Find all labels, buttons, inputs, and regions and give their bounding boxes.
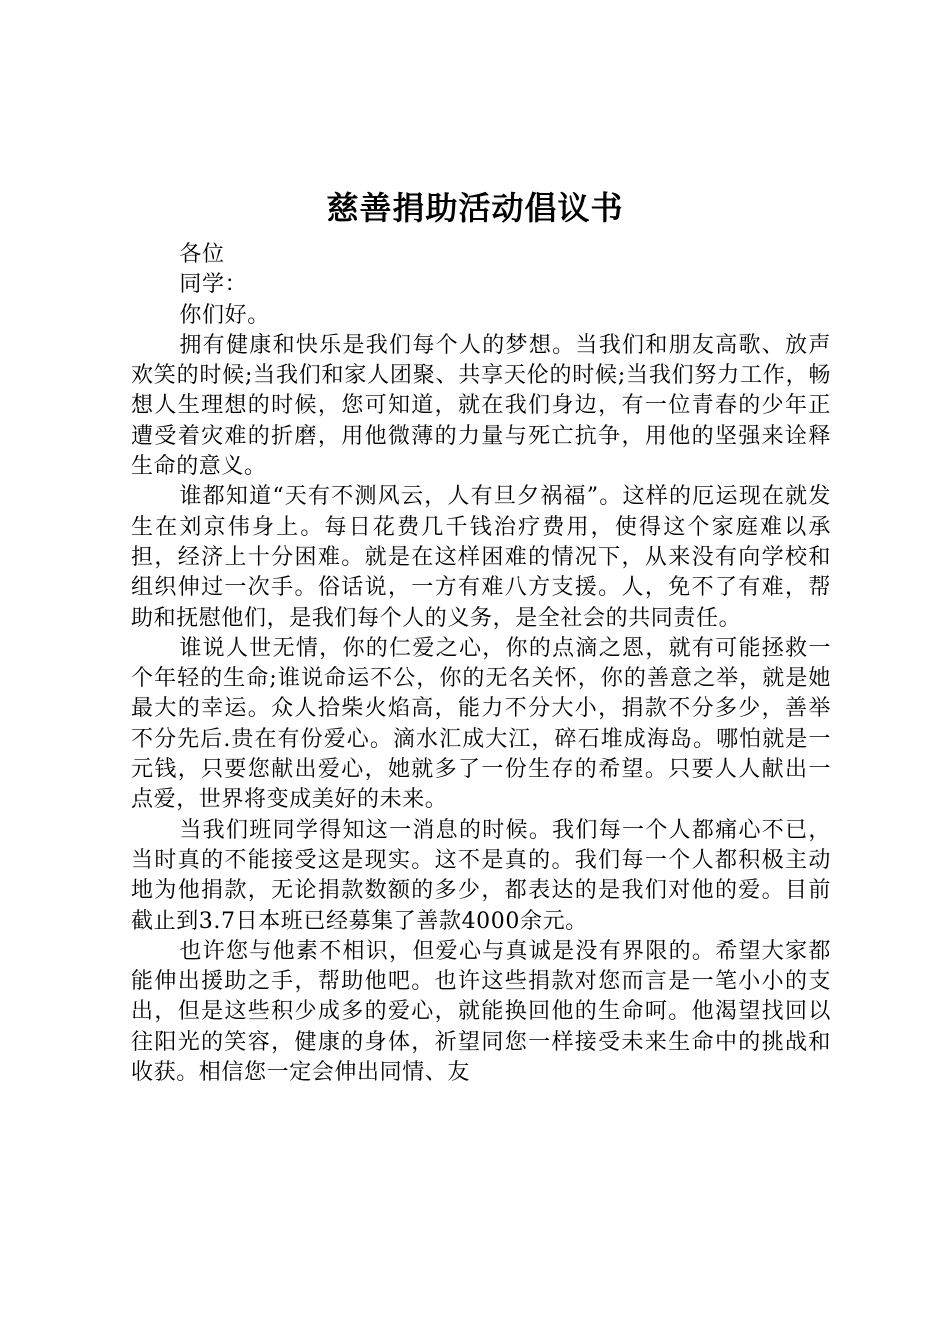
body-paragraph: 谁都知道“天有不测风云，人有旦夕祸福”。这样的厄运现在就发生在刘京伟身上。每日花费几千钱治疗费用，使得这个家庭难以承担，经济上十分困难。就是在这样困难的情况下，从来没有向学校和组织伸过一次手。俗话说，一方有难八方支援。人，免不了有难，帮助和抚慰他们，是我们每个人的义务，是全社会的共同责任。	[131, 484, 831, 631]
salutation-line-1: 各位	[179, 242, 225, 267]
body-paragraph: 也许您与他素不相识，但爱心与真诚是没有界限的。希望大家都能伸出援助之手，帮助他吧。也许这些捐款对您而言是一笔小小的支出，但是这些积少成多的爱心，就能换回他的生命呵。他渴望找回以往阳光的笑容，健康的身体，祈望同您一样接受未来生命中的挑战和收获。相信您一定会伸出同情、友	[131, 938, 831, 1086]
salutation-line-2: 同学：	[179, 272, 248, 298]
document-title: 慈善捐助活动倡议书	[326, 189, 624, 227]
body-paragraph: 当我们班同学得知这一消息的时候。我们每一个人都痛心不已，当时真的不能接受这是现实。这不是真的。我们每一个人都积极主动地为他捐款，无论捐款数额的多少，都表达的是我们对他的爱。目前截止到3.7日本班已经募集了善款4000余元。	[131, 817, 831, 934]
document-body	[131, 240, 831, 1088]
body-paragraph: 谁说人世无情，你的仁爱之心，你的点滴之恩，就有可能拯救一个年轻的生命;谁说命运不公，你的无名关怀，你的善意之举，就是她最大的幸运。众人拾柴火焰高，能力不分大小，捐款不分多少，善举不分先后.贵在有份爱心。滴水汇成大江，碎石堆成海岛。哪怕就是一元钱，只要您献出爱心，她就多了一份生存的希望。只要人人献出一点爱，世界将变成美好的未来。	[131, 635, 831, 813]
body-paragraph: 拥有健康和快乐是我们每个人的梦想。当我们和朋友高歌、放声欢笑的时候;当我们和家人团聚、共享天伦的时候;当我们努力工作，畅想人生理想的时候，您可知道，就在我们身边，有一位青春的少年正遭受着灾难的折磨，用他微薄的力量与死亡抗争，用他的坚强来诠释生命的意义。	[131, 332, 831, 480]
greeting-line: 你们好。	[179, 302, 270, 328]
